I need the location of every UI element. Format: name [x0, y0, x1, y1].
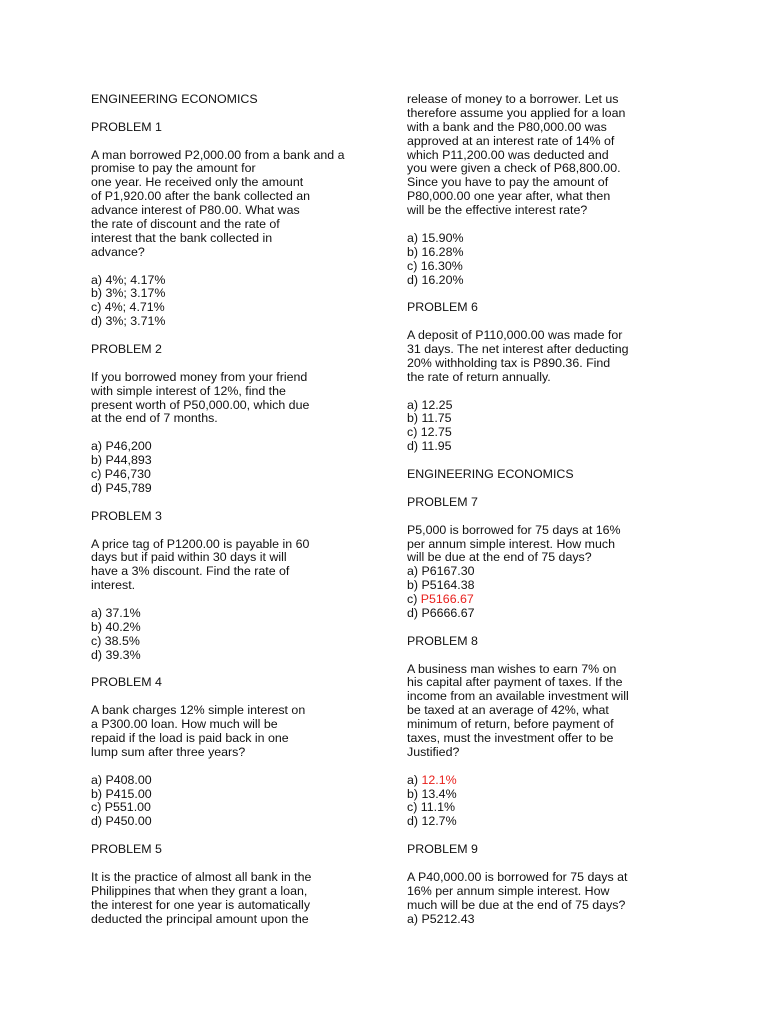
problem-8-question [407, 663, 647, 760]
question-line: Philippines that when they grant a loan, [91, 883, 308, 898]
choice-b: b) P415.00 [91, 786, 152, 801]
choice-c: c) 38.5% [91, 633, 140, 648]
choice-a [407, 774, 647, 788]
left-column [91, 93, 371, 926]
choice-a: a) 15.90% [407, 230, 464, 245]
question-line: advance? [91, 244, 145, 259]
question-line: one year. He received only the amount [91, 175, 304, 190]
question-line: P5,000 is borrowed for 75 days at 16% [407, 522, 621, 537]
question-line: you were given a check of P68,800.00. [407, 161, 621, 176]
choice-d: d) 39.3% [91, 647, 141, 662]
problem-4-choices [91, 774, 371, 830]
problem-6-choices [407, 399, 647, 455]
problem-7-title: PROBLEM 7 [407, 494, 478, 509]
question-line: A price tag of P1200.00 is payable in 60 [91, 536, 310, 551]
choice-a: a) P408.00 [91, 772, 152, 787]
question-line: interest that the bank collected in [91, 230, 273, 245]
choice-d: d) P6666.67 [407, 605, 475, 620]
right-column [407, 93, 647, 926]
choice-d: d) 3%; 3.71% [91, 314, 166, 329]
question-line: much will be due at the end of 75 days? [407, 897, 626, 912]
choice-c: c) 16.30% [407, 258, 463, 273]
question-line: P80,000.00 one year after, what then [407, 189, 611, 204]
problem-3-choices [91, 607, 371, 663]
question-line: which P11,200.00 was deducted and [407, 147, 609, 162]
choice-b: b) P5164.38 [407, 578, 475, 593]
question-line: promise to pay the amount for [91, 161, 256, 176]
choice-b: b) 3%; 3.17% [91, 286, 166, 301]
choice-d: d) 12.7% [407, 814, 457, 829]
question-line: A bank charges 12% simple interest on [91, 703, 306, 718]
question-line: Justified? [407, 744, 460, 759]
question-line: income from an available investment will [407, 689, 629, 704]
choice-d: d) P45,789 [91, 480, 152, 495]
question-line: A P40,000.00 is borrowed for 75 days at [407, 869, 628, 884]
problem-5-choices [407, 232, 647, 288]
problem-7-choices [407, 565, 647, 621]
question-line: approved at an interest rate of 14% of [407, 133, 615, 148]
question-line: minimum of return, before payment of [407, 717, 614, 732]
problem-2-title: PROBLEM 2 [91, 342, 162, 357]
problem-5-question-continued [407, 93, 647, 218]
choice-b: b) 16.28% [407, 244, 464, 259]
question-line: deducted the principal amount upon the [91, 911, 309, 926]
question-line: Since you have to pay the amount of [407, 175, 609, 190]
question-line: the rate of return annually. [407, 369, 551, 384]
choice-a: a) P5212.43 [407, 911, 475, 926]
problem-1-choices [91, 274, 371, 330]
question-line: A business man wishes to earn 7% on [407, 661, 617, 676]
problem-9-title: PROBLEM 9 [407, 842, 478, 857]
question-line: the interest for one year is automatically [91, 897, 311, 912]
question-line: days but if paid within 30 days it will [91, 550, 287, 565]
problem-4-question [91, 704, 371, 760]
question-line: A man borrowed P2,000.00 from a bank and a [91, 147, 345, 162]
question-line: of P1,920.00 after the bank collected an [91, 189, 311, 204]
question-line: the rate of discount and the rate of [91, 217, 280, 232]
document-heading: ENGINEERING ECONOMICS [91, 92, 258, 106]
choice-c: c) P551.00 [91, 800, 151, 815]
section-heading: ENGINEERING ECONOMICS [407, 467, 574, 482]
choice-a: a) 12.25 [407, 397, 453, 412]
choice-b: b) 40.2% [91, 619, 141, 634]
problem-9-choices [407, 913, 647, 927]
choice-letter: c) [407, 592, 421, 607]
problem-6-question [407, 329, 647, 385]
choice-a: a) 4%; 4.17% [91, 272, 166, 287]
question-line: per annum simple interest. How much [407, 536, 615, 551]
problem-4-title: PROBLEM 4 [91, 675, 162, 690]
question-line: present worth of P50,000.00, which due [91, 397, 310, 412]
question-line: will be due at the end of 75 days? [407, 550, 592, 565]
problem-9-question [407, 871, 647, 913]
question-line: lump sum after three years? [91, 744, 246, 759]
choice-c: c) 4%; 4.71% [91, 300, 165, 315]
question-line: a P300.00 loan. How much will be [91, 717, 278, 732]
question-line: repaid if the load is paid back in one [91, 730, 289, 745]
question-line: release of money to a borrower. Let us [407, 92, 619, 106]
question-line: taxes, must the investment offer to be [407, 730, 614, 745]
question-line: be taxed at an average of 42%, what [407, 703, 609, 718]
problem-2-choices [91, 440, 371, 496]
choice-d: d) 11.95 [407, 439, 452, 454]
problem-6-title: PROBLEM 6 [407, 300, 478, 315]
question-line: advance interest of P80.00. What was [91, 203, 300, 218]
question-line: If you borrowed money from your friend [91, 369, 308, 384]
choice-c [407, 593, 647, 607]
choice-c: c) P46,730 [91, 467, 151, 482]
choice-d: d) P450.00 [91, 814, 152, 829]
choice-a: a) P46,200 [91, 439, 152, 454]
choice-b: b) P44,893 [91, 453, 152, 468]
highlighted-answer: P5166.67 [420, 592, 474, 607]
problem-1-question [91, 149, 371, 260]
question-line: 20% withholding tax is P890.36. Find [407, 355, 611, 370]
choice-b: b) 13.4% [407, 786, 457, 801]
question-line: with a bank and the P80,000.00 was [407, 119, 607, 134]
question-line: A deposit of P110,000.00 was made for [407, 328, 623, 343]
question-line: It is the practice of almost all bank in the [91, 869, 312, 884]
question-line: his capital after payment of taxes. If the [407, 675, 623, 690]
question-line: with simple interest of 12%, find the [91, 383, 286, 398]
choice-c: c) 11.1% [407, 800, 455, 815]
problem-5-question [91, 871, 371, 927]
question-line: therefore assume you applied for a loan [407, 105, 626, 120]
problem-3-question [91, 538, 371, 594]
choice-b: b) 11.75 [407, 411, 452, 426]
choice-d: d) 16.20% [407, 272, 464, 287]
choice-a: a) P6167.30 [407, 564, 475, 579]
question-line: 31 days. The net interest after deducting [407, 342, 629, 357]
question-line: 16% per annum simple interest. How [407, 883, 610, 898]
problem-5-title: PROBLEM 5 [91, 842, 162, 857]
problem-2-question [91, 371, 371, 427]
problem-1-title: PROBLEM 1 [91, 119, 162, 134]
problem-8-choices [407, 774, 647, 830]
highlighted-answer: 12.1% [421, 772, 457, 787]
choice-c: c) 12.75 [407, 425, 452, 440]
problem-3-title: PROBLEM 3 [91, 508, 162, 523]
question-line: have a 3% discount. Find the rate of [91, 564, 290, 579]
question-line: at the end of 7 months. [91, 411, 218, 426]
question-line: interest. [91, 578, 136, 593]
question-line: will be the effective interest rate? [407, 203, 588, 218]
problem-8-title: PROBLEM 8 [407, 633, 478, 648]
problem-7-question [407, 524, 647, 566]
choice-letter: a) [407, 772, 422, 787]
choice-a: a) 37.1% [91, 605, 141, 620]
